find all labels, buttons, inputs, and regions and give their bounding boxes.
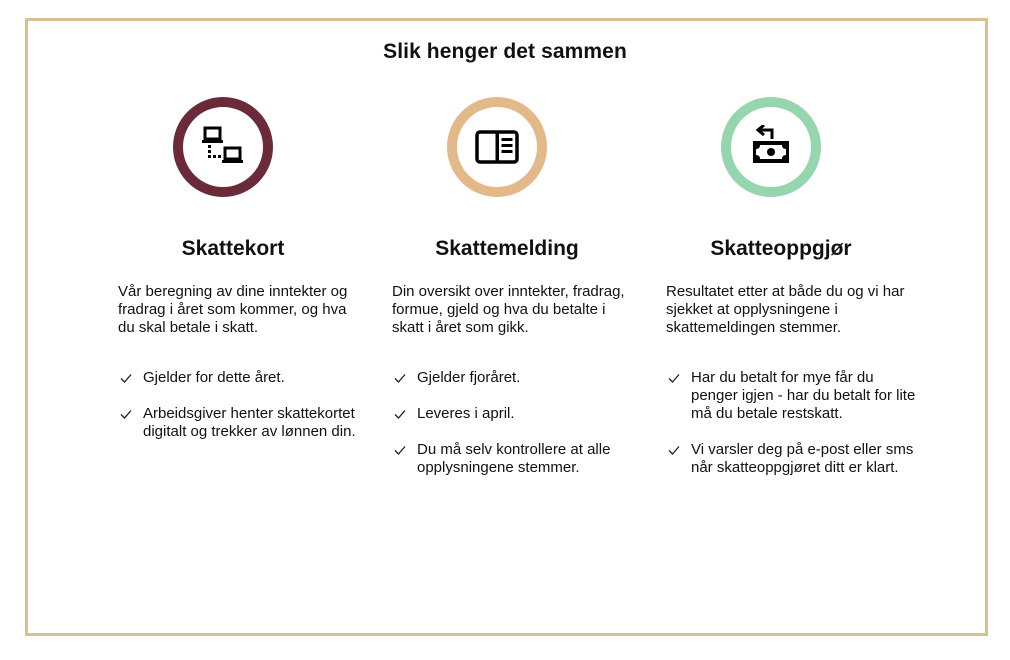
skattekort-heading: Skattekort [181,237,285,260]
open-book-icon [474,127,520,167]
check-item: Gjelder for dette året. [118,369,368,387]
checkmark-icon [120,409,132,419]
checkmark-icon [668,445,680,455]
check-item: Arbeidsgiver henter skattekortet digitalt og trekker av lønnen din. [118,405,368,441]
check-item: Vi varsler deg på e-post eller sms når skatteoppgjøret ditt er klart. [666,441,916,477]
check-item: Leveres i april. [392,405,642,423]
skattemelding-ring [447,97,547,197]
check-item: Gjelder fjoråret. [392,369,642,387]
checkmark-icon [394,445,406,455]
check-item: Du må selv kontrollere at alle opplysningene stemmer. [392,441,642,477]
skatteoppgjor-checklist [666,369,916,495]
skatteoppgjor-intro: Resultatet etter at både du og vi har sjekket at opplysningene i skattemeldingen stemmer. [666,283,905,336]
skattemelding-heading: Skattemelding [435,237,579,260]
checkmark-icon [120,373,132,383]
skattekort-checklist [118,369,368,459]
skattemelding-checklist [392,369,642,495]
skattemelding-intro: Din oversikt over inntekter, fradrag, formue, gjeld og hva du betalte i skatt i året som gikk. [392,283,625,336]
page-title: Slik henger det sammen [383,40,627,63]
skattekort-ring [173,97,273,197]
checkmark-icon [394,409,406,419]
checkmark-icon [668,373,680,383]
skattekort-intro: Vår beregning av dine inntekter og fradrag i året som kommer, og hva du skal betale i skatt. [118,283,348,336]
checkmark-icon [394,373,406,383]
money-return-icon [751,125,791,169]
network-computers-icon [201,125,245,169]
skatteoppgjor-ring [721,97,821,197]
check-item: Har du betalt for mye får du penger igjen - har du betalt for lite må du betale restskatt. [666,369,916,423]
skatteoppgjor-heading: Skatteoppgjør [710,237,852,260]
